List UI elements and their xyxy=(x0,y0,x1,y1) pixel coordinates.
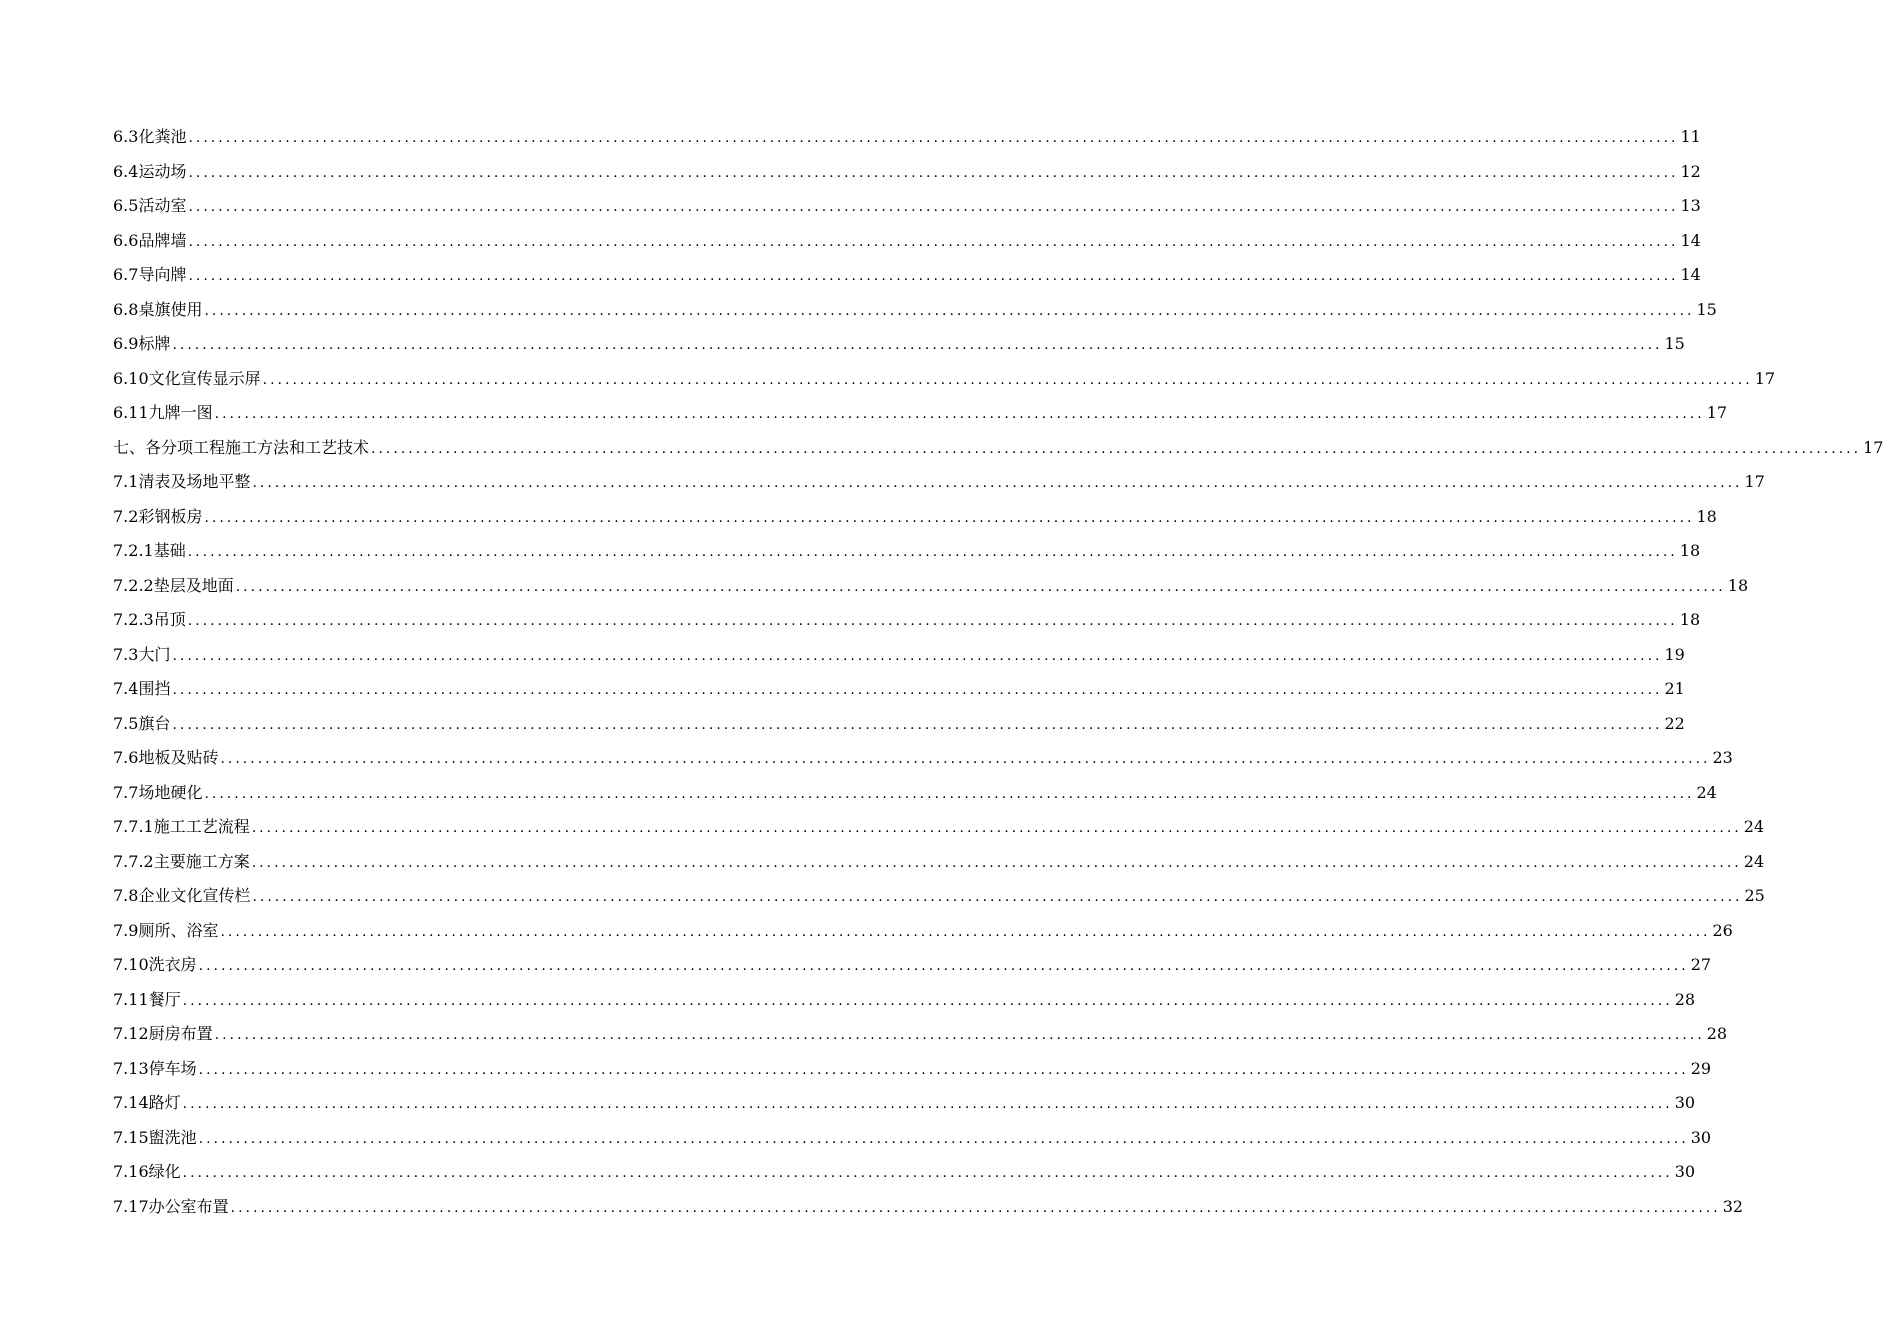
toc-entry-page-number: 18 xyxy=(1679,541,1701,560)
toc-dot-leader: ........................................................................................................................................................................................................ xyxy=(187,544,1678,560)
toc-entry-page-number: 15 xyxy=(1664,334,1685,353)
toc-entry-title: 7.12厨房布置 xyxy=(113,1024,213,1043)
toc-entry-page-number: 17 xyxy=(1863,437,1883,457)
toc-entry-page-number: 27 xyxy=(1690,955,1712,974)
toc-entry[interactable] xyxy=(113,155,1701,190)
toc-entry-page-number: 25 xyxy=(1744,886,1765,905)
toc-entry[interactable] xyxy=(113,707,1685,742)
toc-entry-page-number: 18 xyxy=(1696,506,1717,526)
toc-entry[interactable] xyxy=(113,776,1717,811)
toc-entry-title: 七、各分项工程施工方法和工艺技术 xyxy=(113,437,370,457)
toc-entry-page-number: 11 xyxy=(1680,127,1701,146)
toc-dot-leader: ........................................................................................................................................................................................................ xyxy=(172,647,1663,664)
toc-entry-page-number: 24 xyxy=(1743,851,1765,871)
toc-dot-leader: ........................................................................................................................................................................................................ xyxy=(251,820,1742,836)
toc-entry[interactable] xyxy=(113,983,1696,1018)
toc-dot-leader: ........................................................................................................................................................................................................ xyxy=(230,1199,1721,1216)
toc-dot-leader: ........................................................................................................................................................................................................ xyxy=(198,1061,1689,1078)
toc-entry-page-number: 17 xyxy=(1744,472,1765,491)
toc-entry[interactable] xyxy=(113,465,1765,500)
toc-entry[interactable] xyxy=(113,431,1883,466)
toc-entry[interactable] xyxy=(113,879,1765,914)
toc-entry-page-number: 28 xyxy=(1706,1024,1728,1043)
toc-entry[interactable] xyxy=(113,327,1685,362)
toc-entry[interactable] xyxy=(113,293,1717,328)
toc-entry-page-number: 23 xyxy=(1712,748,1733,767)
toc-dot-leader: ........................................................................................................................................................................................................ xyxy=(252,475,1743,491)
toc-entry[interactable] xyxy=(113,845,1765,880)
toc-dot-leader: ........................................................................................................................................................................................................ xyxy=(204,509,1695,526)
toc-dot-leader: ........................................................................................................................................................................................................ xyxy=(214,1027,1705,1043)
toc-entry-page-number: 24 xyxy=(1743,817,1765,836)
toc-entry-title: 7.15盥洗池 xyxy=(113,1127,197,1147)
toc-dot-leader: ........................................................................................................................................................................................................ xyxy=(187,613,1678,629)
toc-entry-page-number: 30 xyxy=(1674,1093,1696,1112)
toc-entry[interactable] xyxy=(113,362,1776,397)
toc-entry-title: 7.10洗衣房 xyxy=(113,955,197,974)
toc-entry-page-number: 28 xyxy=(1674,989,1696,1009)
toc-entry-title: 7.2.3吊顶 xyxy=(113,610,186,629)
toc-dot-leader: ........................................................................................................................................................................................................ xyxy=(188,268,1679,284)
toc-entry-title: 7.9厕所、浴室 xyxy=(113,920,219,940)
toc-entry-page-number: 17 xyxy=(1706,403,1728,422)
toc-entry[interactable] xyxy=(113,500,1717,535)
toc-entry-title: 6.11九牌一图 xyxy=(113,403,213,422)
toc-entry-page-number: 14 xyxy=(1680,230,1701,250)
toc-entry-page-number: 22 xyxy=(1664,713,1685,733)
toc-entry[interactable] xyxy=(113,258,1701,293)
toc-dot-leader: ........................................................................................................................................................................................................ xyxy=(220,923,1711,940)
toc-entry[interactable] xyxy=(113,1121,1712,1156)
toc-dot-leader: ........................................................................................................................................................................................................ xyxy=(172,682,1663,698)
toc-dot-leader: ........................................................................................................................................................................................................ xyxy=(182,992,1673,1009)
toc-entry-page-number: 32 xyxy=(1722,1196,1744,1216)
toc-entry-page-number: 14 xyxy=(1680,265,1701,284)
toc-entry-title: 6.10文化宣传显示屏 xyxy=(113,368,261,388)
toc-entry[interactable] xyxy=(113,1086,1696,1121)
toc-entry-page-number: 15 xyxy=(1696,299,1717,319)
toc-entry-page-number: 19 xyxy=(1664,644,1685,664)
toc-entry-title: 7.1清表及场地平整 xyxy=(113,472,251,491)
toc-dot-leader: ........................................................................................................................................................................................................ xyxy=(172,337,1663,353)
toc-entry-page-number: 18 xyxy=(1679,610,1701,629)
toc-dot-leader: ........................................................................................................................................................................................................ xyxy=(198,958,1689,974)
toc-entry-title: 6.6品牌墙 xyxy=(113,230,187,250)
toc-entry-title: 6.9标牌 xyxy=(113,334,171,353)
toc-entry-page-number: 13 xyxy=(1680,196,1701,215)
toc-entry[interactable] xyxy=(113,120,1701,155)
toc-dot-leader: ........................................................................................................................................................................................................ xyxy=(235,578,1726,595)
toc-entry-page-number: 12 xyxy=(1680,161,1701,181)
toc-dot-leader: ........................................................................................................................................................................................................ xyxy=(204,302,1695,319)
toc-entry[interactable] xyxy=(113,1052,1712,1087)
toc-entry-title: 7.4围挡 xyxy=(113,679,171,698)
toc-entry-page-number: 18 xyxy=(1727,575,1749,595)
toc-dot-leader: ........................................................................................................................................................................................................ xyxy=(188,199,1679,215)
toc-entry-title: 6.4运动场 xyxy=(113,161,187,181)
toc-entry-title: 6.8桌旗使用 xyxy=(113,299,203,319)
toc-entry-title: 7.14路灯 xyxy=(113,1093,181,1112)
toc-entry[interactable] xyxy=(113,603,1701,638)
toc-entry-title: 7.6地板及贴砖 xyxy=(113,748,219,767)
toc-entry-title: 7.7.1施工工艺流程 xyxy=(113,817,250,836)
toc-entry-title: 6.5活动室 xyxy=(113,196,187,215)
toc-dot-leader: ........................................................................................................................................................................................................ xyxy=(214,406,1705,422)
toc-entry[interactable] xyxy=(113,672,1685,707)
toc-entry-title: 7.8企业文化宣传栏 xyxy=(113,886,251,905)
table-of-contents xyxy=(113,120,1883,1224)
toc-entry-page-number: 24 xyxy=(1696,782,1717,802)
toc-entry-title: 7.11餐厅 xyxy=(113,989,181,1009)
toc-entry[interactable] xyxy=(113,1017,1728,1052)
toc-dot-leader: ........................................................................................................................................................................................................ xyxy=(251,854,1742,871)
toc-dot-leader: ........................................................................................................................................................................................................ xyxy=(371,440,1862,457)
toc-entry[interactable] xyxy=(113,914,1733,949)
toc-dot-leader: ........................................................................................................................................................................................................ xyxy=(198,1130,1689,1147)
toc-entry[interactable] xyxy=(113,1155,1696,1190)
toc-dot-leader: ........................................................................................................................................................................................................ xyxy=(204,785,1695,802)
toc-dot-leader: ........................................................................................................................................................................................................ xyxy=(172,716,1663,733)
toc-entry-title: 7.7场地硬化 xyxy=(113,782,203,802)
toc-entry[interactable] xyxy=(113,189,1701,224)
toc-entry[interactable] xyxy=(113,534,1701,569)
toc-entry-title: 7.2彩钢板房 xyxy=(113,506,203,526)
toc-entry-title: 7.7.2主要施工方案 xyxy=(113,851,250,871)
toc-entry[interactable] xyxy=(113,224,1701,259)
toc-entry-page-number: 29 xyxy=(1690,1058,1712,1078)
toc-entry-title: 7.2.1基础 xyxy=(113,541,186,560)
toc-entry[interactable] xyxy=(113,569,1749,604)
toc-dot-leader: ........................................................................................................................................................................................................ xyxy=(182,1165,1673,1181)
toc-entry-title: 7.17办公室布置 xyxy=(113,1196,229,1216)
toc-entry-page-number: 17 xyxy=(1754,368,1776,388)
toc-entry-page-number: 30 xyxy=(1690,1127,1712,1147)
toc-dot-leader: ........................................................................................................................................................................................................ xyxy=(220,751,1711,767)
toc-dot-leader: ........................................................................................................................................................................................................ xyxy=(188,130,1679,146)
toc-entry-page-number: 26 xyxy=(1712,920,1733,940)
toc-dot-leader: ........................................................................................................................................................................................................ xyxy=(182,1096,1673,1112)
toc-entry-title: 7.5旗台 xyxy=(113,713,171,733)
toc-entry-title: 6.7导向牌 xyxy=(113,265,187,284)
toc-entry-page-number: 30 xyxy=(1674,1162,1696,1181)
toc-entry-title: 7.16绿化 xyxy=(113,1162,181,1181)
toc-entry[interactable] xyxy=(113,638,1685,673)
toc-dot-leader: ........................................................................................................................................................................................................ xyxy=(188,233,1679,250)
toc-entry[interactable] xyxy=(113,741,1733,776)
toc-entry-title: 7.2.2垫层及地面 xyxy=(113,575,234,595)
toc-entry[interactable] xyxy=(113,1190,1744,1225)
toc-entry-page-number: 21 xyxy=(1664,679,1685,698)
toc-entry[interactable] xyxy=(113,948,1712,983)
toc-entry[interactable] xyxy=(113,810,1765,845)
toc-entry[interactable] xyxy=(113,396,1728,431)
toc-dot-leader: ........................................................................................................................................................................................................ xyxy=(262,371,1753,388)
toc-dot-leader: ........................................................................................................................................................................................................ xyxy=(188,164,1679,181)
toc-entry-title: 7.13停车场 xyxy=(113,1058,197,1078)
toc-entry-title: 7.3大门 xyxy=(113,644,171,664)
toc-dot-leader: ........................................................................................................................................................................................................ xyxy=(252,889,1743,905)
toc-entry-title: 6.3化粪池 xyxy=(113,127,187,146)
